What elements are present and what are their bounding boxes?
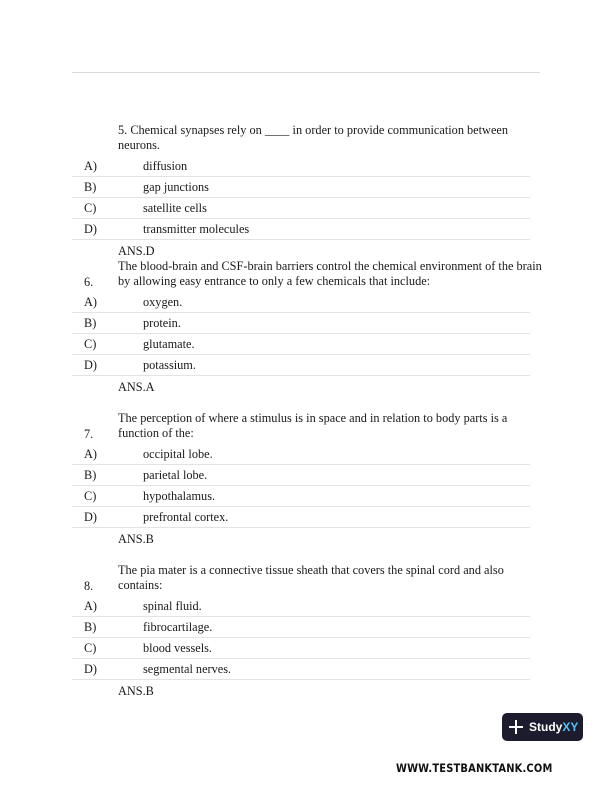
option-text: protein.: [143, 316, 181, 330]
question-6-text: The blood-brain and CSF-brain barriers control the chemical environment of the brain by allowing easy entrance to only a few chemicals that include:: [118, 259, 542, 288]
option-row[interactable]: [72, 292, 530, 313]
option-letter: C): [84, 201, 97, 215]
option-letter: D): [84, 510, 97, 524]
option-text: transmitter molecules: [143, 222, 250, 236]
option-row[interactable]: [72, 596, 530, 617]
badge-brand-accent: XY: [562, 720, 579, 734]
option-letter: B): [84, 316, 97, 330]
question-8-number: 8.: [84, 579, 94, 593]
option-row[interactable]: [72, 507, 530, 528]
option-row[interactable]: [72, 219, 530, 240]
option-row[interactable]: [72, 156, 530, 177]
answer-6: ANS.A: [118, 380, 155, 394]
option-text: spinal fluid.: [143, 599, 202, 613]
option-text: hypothalamus.: [143, 489, 216, 503]
option-row[interactable]: [72, 638, 530, 659]
option-text: segmental nerves.: [143, 662, 232, 676]
option-letter: C): [84, 489, 97, 503]
question-5-text: [118, 123, 548, 153]
option-row[interactable]: [72, 659, 530, 680]
option-row[interactable]: [72, 177, 530, 198]
option-text: prefrontal cortex.: [143, 510, 229, 524]
option-text: diffusion: [143, 159, 188, 173]
option-row[interactable]: [72, 444, 530, 465]
option-row[interactable]: [72, 617, 530, 638]
studyxy-badge[interactable]: [502, 713, 583, 741]
option-letter: B): [84, 620, 97, 634]
option-text: glutamate.: [143, 337, 195, 351]
option-letter: C): [84, 641, 97, 655]
option-text: parietal lobe.: [143, 468, 208, 482]
question-number: 5.: [118, 123, 128, 137]
answer-7: ANS.B: [118, 532, 154, 546]
option-row[interactable]: [72, 334, 530, 355]
option-letter: A): [84, 599, 97, 613]
option-text: oxygen.: [143, 295, 183, 309]
option-text: potassium.: [143, 358, 196, 372]
question-7-number: 7.: [84, 427, 94, 441]
option-letter: B): [84, 180, 97, 194]
option-letter: D): [84, 358, 97, 372]
option-letter: D): [84, 222, 97, 236]
option-text: satellite cells: [143, 201, 207, 215]
option-text: fibrocartilage.: [143, 620, 213, 634]
badge-brand: Study: [529, 720, 563, 734]
option-letter: A): [84, 295, 97, 309]
option-row[interactable]: [72, 198, 530, 219]
option-letter: C): [84, 337, 97, 351]
plus-icon: [509, 720, 523, 734]
option-letter: B): [84, 468, 97, 482]
option-row[interactable]: [72, 486, 530, 507]
answer-5: ANS.D: [118, 244, 155, 258]
header-divider: [72, 72, 540, 73]
footer-website[interactable]: WWW.TESTBANKTANK.COM: [396, 761, 553, 775]
option-text: occipital lobe.: [143, 447, 213, 461]
option-letter: A): [84, 447, 97, 461]
question-6-number: 6.: [84, 275, 94, 289]
question-body: Chemical synapses rely on ____ in order to provide communication between neurons.: [118, 123, 509, 152]
answer-8: ANS.B: [118, 684, 154, 698]
option-text: gap junctions: [143, 180, 209, 194]
option-text: blood vessels.: [143, 641, 212, 655]
option-row[interactable]: [72, 355, 530, 376]
option-row[interactable]: [72, 313, 530, 334]
option-row[interactable]: [72, 465, 530, 486]
option-letter: A): [84, 159, 97, 173]
question-7-text: The perception of where a stimulus is in space and in relation to body parts is a function of the:: [118, 411, 508, 440]
question-8-text: The pia mater is a connective tissue sheath that covers the spinal cord and also contains:: [118, 563, 504, 592]
option-letter: D): [84, 662, 97, 676]
